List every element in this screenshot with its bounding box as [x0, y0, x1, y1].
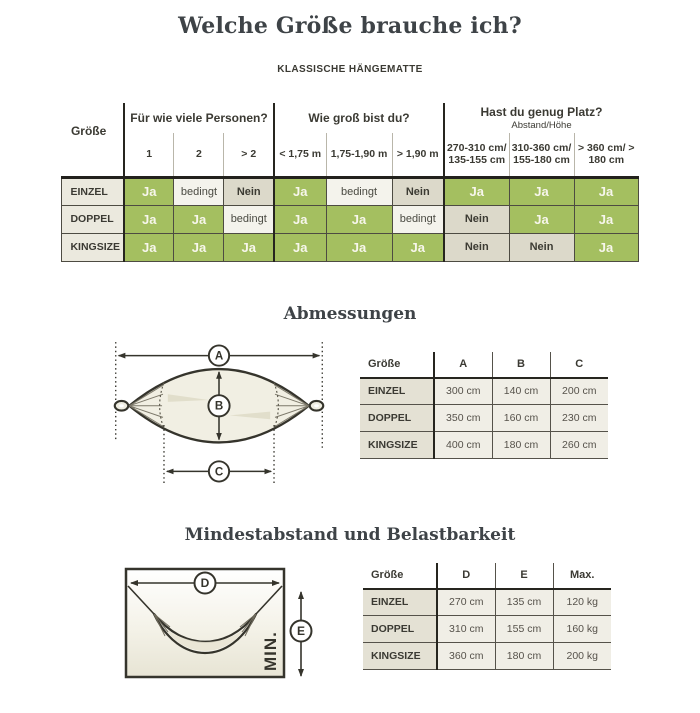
clearance-header-size: Größe [363, 563, 437, 589]
dimension-label-b: B [214, 400, 224, 413]
answer-cell-ja: Ja [174, 233, 224, 261]
answer-cell-ja: Ja [274, 177, 326, 205]
clearance-heading: Mindestabstand und Belastbarkeit [184, 524, 516, 545]
dimensions-header-c: C [550, 352, 608, 378]
answer-cell-bedingt: bedingt [326, 177, 392, 205]
answer-cell-ja: Ja [274, 205, 326, 233]
spec-value-cell: 120 kg [553, 589, 611, 616]
spec-row-label: EINZEL [363, 589, 437, 616]
right-ring-hole [314, 404, 319, 407]
spec-table-row [360, 405, 608, 432]
spec-value-cell: 180 cm [492, 432, 550, 459]
left-ring-hole [119, 404, 124, 407]
clearance-header-d: D [437, 563, 495, 589]
dimensions-table-header-row [360, 352, 608, 378]
spec-value-cell: 200 kg [553, 643, 611, 670]
answer-cell-ja: Ja [124, 177, 174, 205]
answer-cell-ja: Ja [392, 233, 444, 261]
answer-cell-bedingt: bedingt [392, 205, 444, 233]
size-matrix-row [62, 177, 638, 205]
spec-value-cell: 155 cm [495, 616, 553, 643]
spec-value-cell: 160 kg [553, 616, 611, 643]
spec-table-row [360, 432, 608, 459]
spec-row-label: DOPPEL [363, 616, 437, 643]
spec-value-cell: 310 cm [437, 616, 495, 643]
dimensions-heading: Abmessungen [283, 303, 417, 324]
dimensions-header-a: A [434, 352, 492, 378]
col-header-175-190: 1,75-1,90 m [326, 133, 392, 177]
clearance-section [0, 561, 700, 682]
answer-cell-ja: Ja [574, 205, 638, 233]
clearance-table-header-row [363, 563, 611, 589]
page-title: Welche Größe brauche ich? [178, 13, 522, 39]
answer-cell-ja: Ja [174, 205, 224, 233]
spec-table-row [363, 589, 611, 616]
column-header-row [62, 133, 638, 177]
spec-value-cell: 360 cm [437, 643, 495, 670]
group-header-space-title: Hast du genug Platz? [480, 105, 603, 119]
dimension-label-a: A [214, 349, 224, 362]
answer-cell-bedingt: bedingt [224, 205, 274, 233]
spec-row-label: KINGSIZE [360, 432, 434, 459]
col-header-space-large: > 360 cm/ > 180 cm [574, 133, 638, 177]
spec-value-cell: 300 cm [434, 378, 492, 405]
spec-row-label: DOPPEL [360, 405, 434, 432]
size-matrix-row [62, 233, 638, 261]
spec-value-cell: 260 cm [550, 432, 608, 459]
col-header-more-persons: > 2 [224, 133, 274, 177]
size-row-label: DOPPEL [62, 205, 124, 233]
answer-cell-ja: Ja [326, 205, 392, 233]
col-header-under-175: < 1,75 m [274, 133, 326, 177]
clearance-header-e: E [495, 563, 553, 589]
dimensions-header-size: Größe [360, 352, 434, 378]
group-header-persons: Für wie viele Personen? [124, 103, 274, 133]
spec-table-row [363, 616, 611, 643]
dimensions-section [0, 340, 700, 487]
answer-cell-ja: Ja [124, 233, 174, 261]
dimension-label-c: C [214, 465, 224, 478]
clearance-table [363, 563, 611, 671]
col-header-1-person: 1 [124, 133, 174, 177]
group-header-height: Wie groß bist du? [274, 103, 444, 133]
spec-value-cell: 230 cm [550, 405, 608, 432]
answer-cell-ja: Ja [326, 233, 392, 261]
dimensions-table-body [360, 378, 608, 459]
answer-cell-bedingt: bedingt [174, 177, 224, 205]
spec-row-label: KINGSIZE [363, 643, 437, 670]
spec-value-cell: 200 cm [550, 378, 608, 405]
size-matrix-row [62, 205, 638, 233]
size-matrix-body [62, 177, 638, 261]
answer-cell-ja: Ja [274, 233, 326, 261]
clearance-table-body [363, 589, 611, 670]
col-header-over-190: > 1,90 m [392, 133, 444, 177]
spec-value-cell: 400 cm [434, 432, 492, 459]
col-header-space-small: 270-310 cm/ 135-155 cm [444, 133, 509, 177]
height-label-e: E [296, 623, 306, 638]
clearance-header-max: Max. [553, 563, 611, 589]
answer-cell-nein: Nein [509, 233, 574, 261]
hammock-side-view-diagram [124, 567, 319, 682]
spec-value-cell: 180 cm [495, 643, 553, 670]
spec-value-cell: 270 cm [437, 589, 495, 616]
answer-cell-ja: Ja [509, 177, 574, 205]
size-row-label: EINZEL [62, 177, 124, 205]
spec-value-cell: 350 cm [434, 405, 492, 432]
size-row-label: KINGSIZE [62, 233, 124, 261]
group-header-space [444, 103, 638, 133]
size-selection-table [61, 103, 638, 262]
spec-table-row [363, 643, 611, 670]
spec-value-cell: 140 cm [492, 378, 550, 405]
min-distance-label: MIN. [261, 630, 280, 671]
answer-cell-ja: Ja [124, 205, 174, 233]
group-header-row [62, 103, 638, 133]
distance-label-d: D [200, 575, 210, 590]
spec-value-cell: 160 cm [492, 405, 550, 432]
dimensions-table [360, 352, 608, 460]
corner-header: Größe [62, 103, 124, 177]
spec-table-row [360, 378, 608, 405]
answer-cell-ja: Ja [444, 177, 509, 205]
col-header-2-persons: 2 [174, 133, 224, 177]
col-header-space-medium: 310-360 cm/ 155-180 cm [509, 133, 574, 177]
answer-cell-nein: Nein [444, 205, 509, 233]
hammock-top-view-diagram [108, 340, 330, 487]
spec-value-cell: 135 cm [495, 589, 553, 616]
group-header-space-subtitle: Abstand/Höhe [511, 120, 572, 131]
category-subtitle: KLASSISCHE HÄNGEMATTE [277, 64, 423, 75]
spec-row-label: EINZEL [360, 378, 434, 405]
answer-cell-ja: Ja [574, 177, 638, 205]
answer-cell-nein: Nein [444, 233, 509, 261]
answer-cell-ja: Ja [509, 205, 574, 233]
answer-cell-ja: Ja [574, 233, 638, 261]
answer-cell-nein: Nein [392, 177, 444, 205]
dimensions-header-b: B [492, 352, 550, 378]
answer-cell-ja: Ja [224, 233, 274, 261]
answer-cell-nein: Nein [224, 177, 274, 205]
